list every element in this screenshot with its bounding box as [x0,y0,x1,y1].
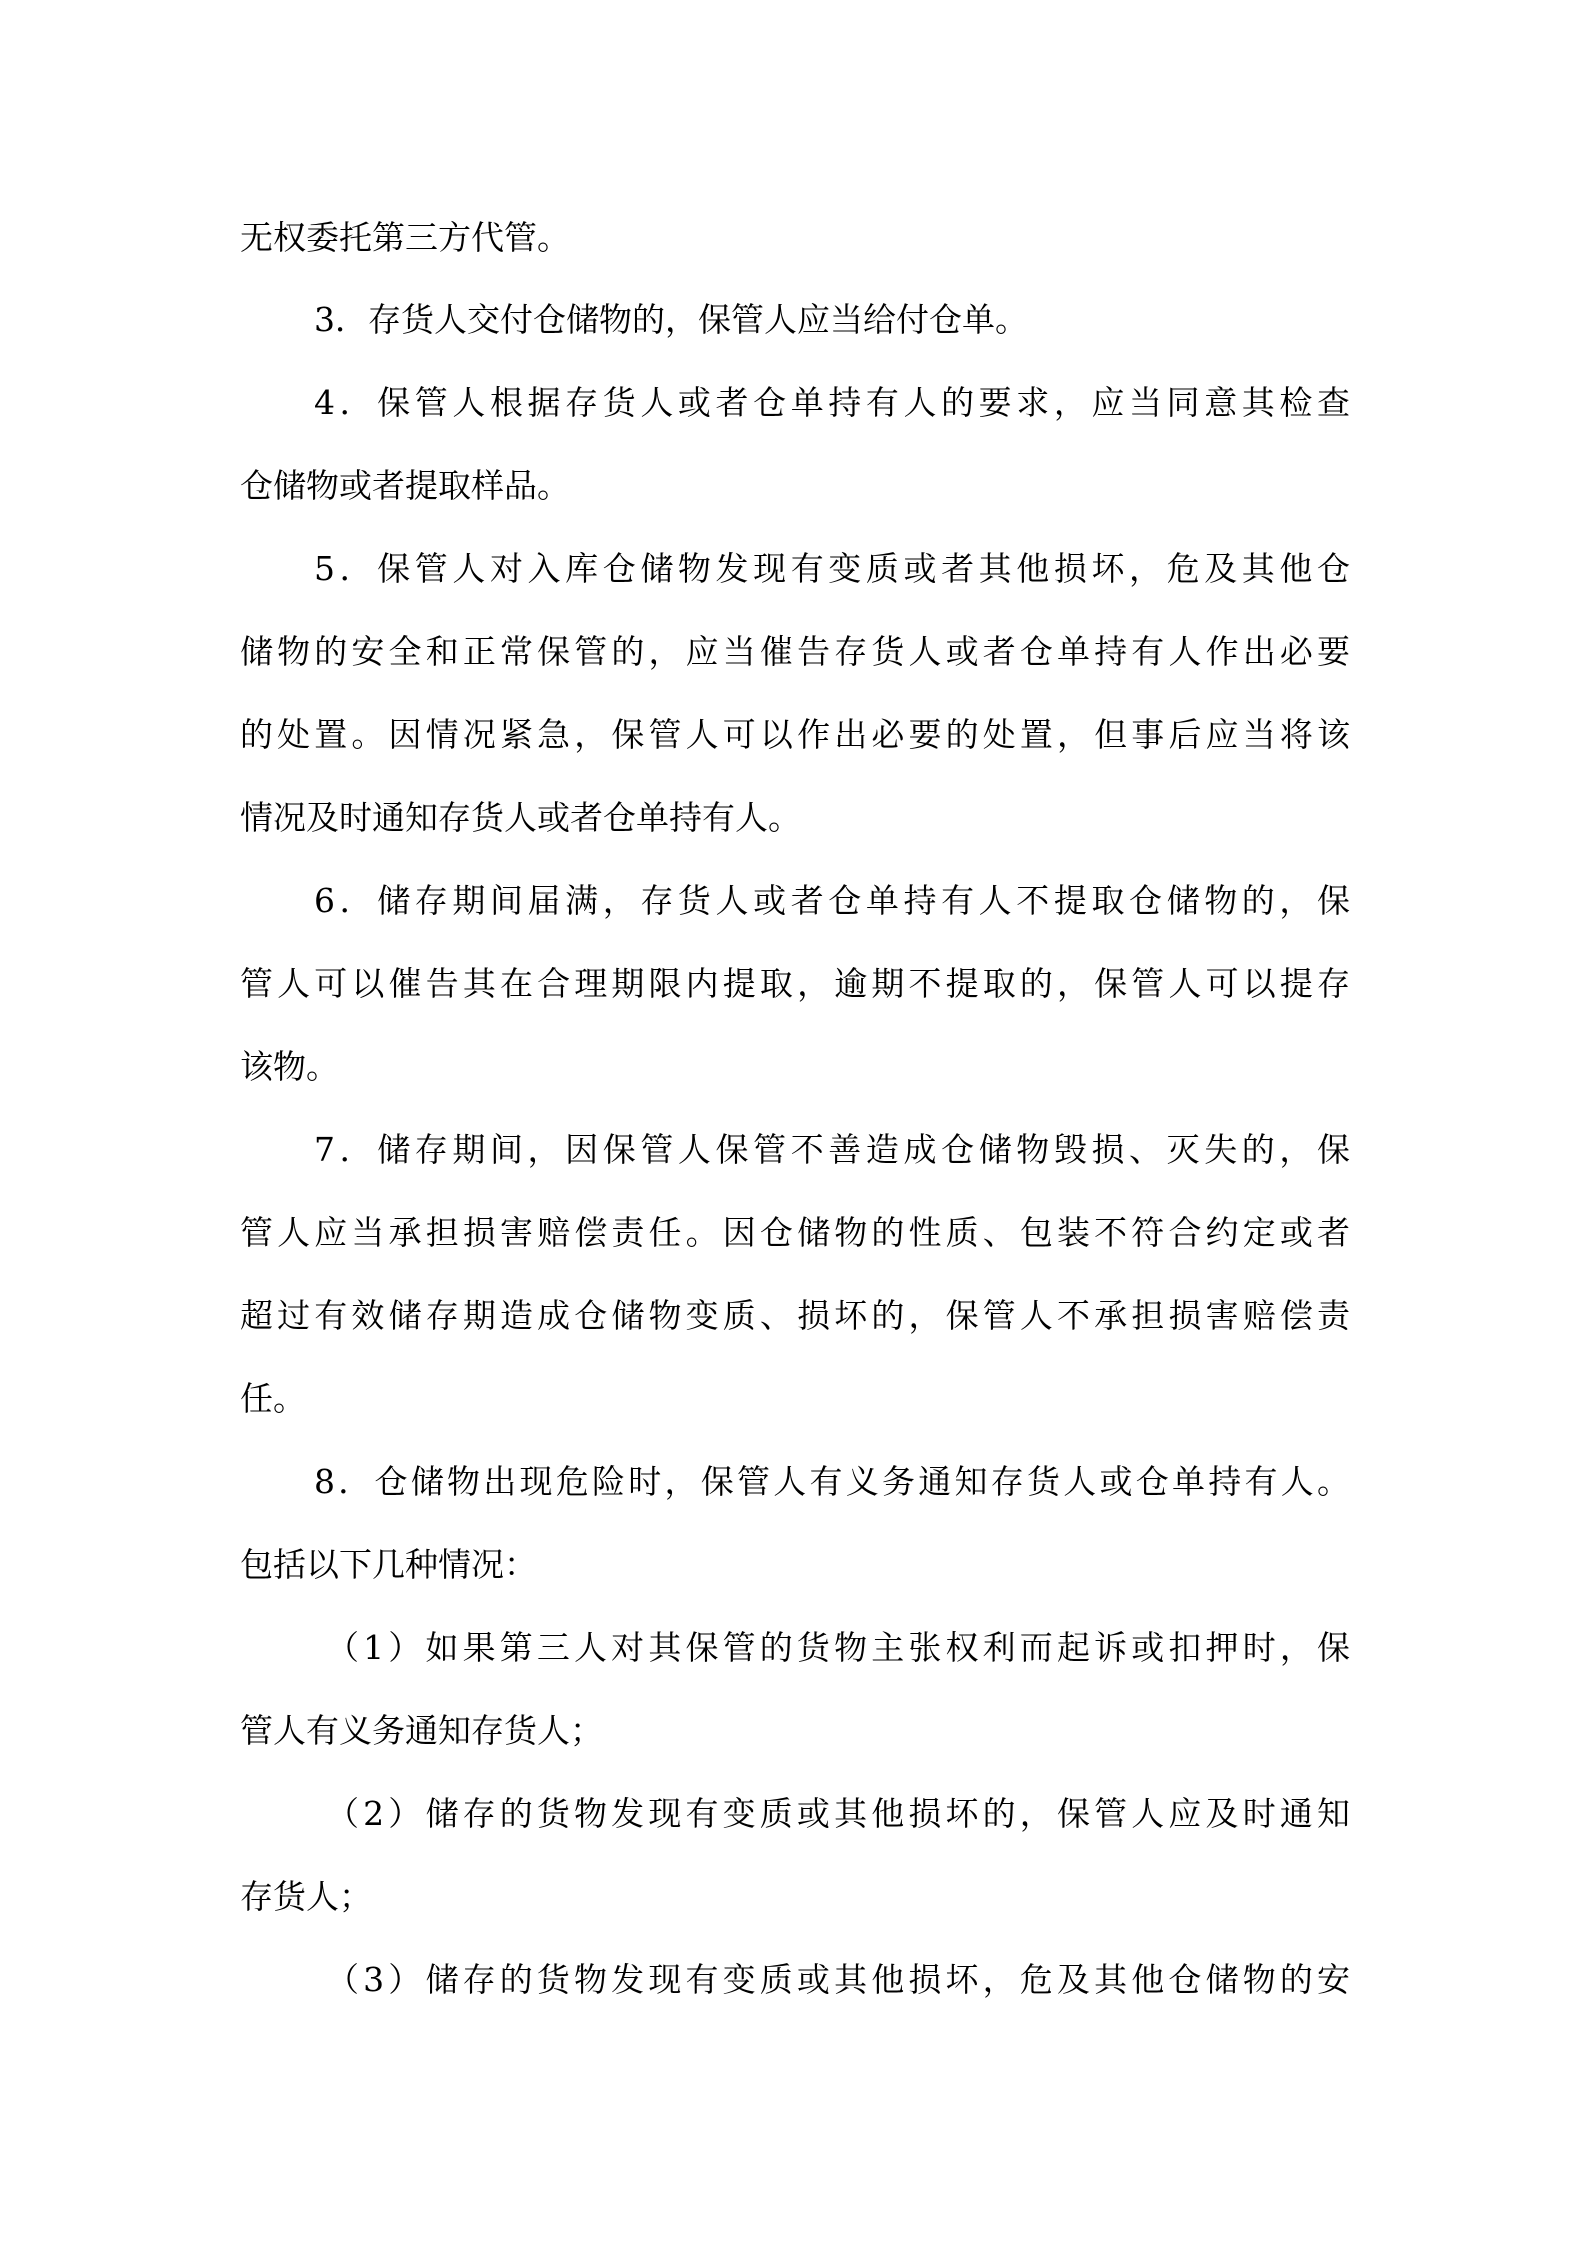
text-line: （1）如果第三人对其保管的货物主张权利而起诉或扣押时，保 [326,1628,1350,1667]
text-line: 4．保管人根据存货人或者仓单持有人的要求，应当同意其检查 [314,383,1350,422]
text-line: 的处置。因情况紧急，保管人可以作出必要的处置，但事后应当将该 [240,715,1350,754]
text-line: 情况及时通知存货人或者仓单持有人。 [240,798,801,837]
text-line: 8．仓储物出现危险时，保管人有义务通知存货人或仓单持有人。 [314,1462,1350,1501]
text-line: 超过有效储存期造成仓储物变质、损坏的，保管人不承担损害赔偿责 [240,1296,1350,1335]
text-line: 3．存货人交付仓储物的，保管人应当给付仓单。 [314,300,1028,339]
text-line: 7．储存期间，因保管人保管不善造成仓储物毁损、灭失的，保 [314,1130,1350,1169]
text-line: 存货人； [240,1877,372,1916]
text-line: 包括以下几种情况： [240,1545,537,1584]
text-line: 任。 [240,1379,306,1418]
text-line: 5．保管人对入库仓储物发现有变质或者其他损坏，危及其他仓 [314,549,1350,588]
text-line: 仓储物或者提取样品。 [240,466,570,505]
text-line: 管人应当承担损害赔偿责任。因仓储物的性质、包装不符合约定或者 [240,1213,1350,1252]
text-line: 储物的安全和正常保管的，应当催告存货人或者仓单持有人作出必要 [240,632,1350,671]
text-line: 管人有义务通知存货人； [240,1711,603,1750]
text-line: 该物。 [240,1047,339,1086]
text-line: （3）储存的货物发现有变质或其他损坏，危及其他仓储物的安 [326,1960,1350,1999]
text-line: 管人可以催告其在合理期限内提取，逾期不提取的，保管人可以提存 [240,964,1350,1003]
text-line: （2）储存的货物发现有变质或其他损坏的，保管人应及时通知 [326,1794,1350,1833]
text-line: 无权委托第三方代管。 [240,218,570,257]
text-line: 6．储存期间届满，存货人或者仓单持有人不提取仓储物的，保 [314,881,1350,920]
